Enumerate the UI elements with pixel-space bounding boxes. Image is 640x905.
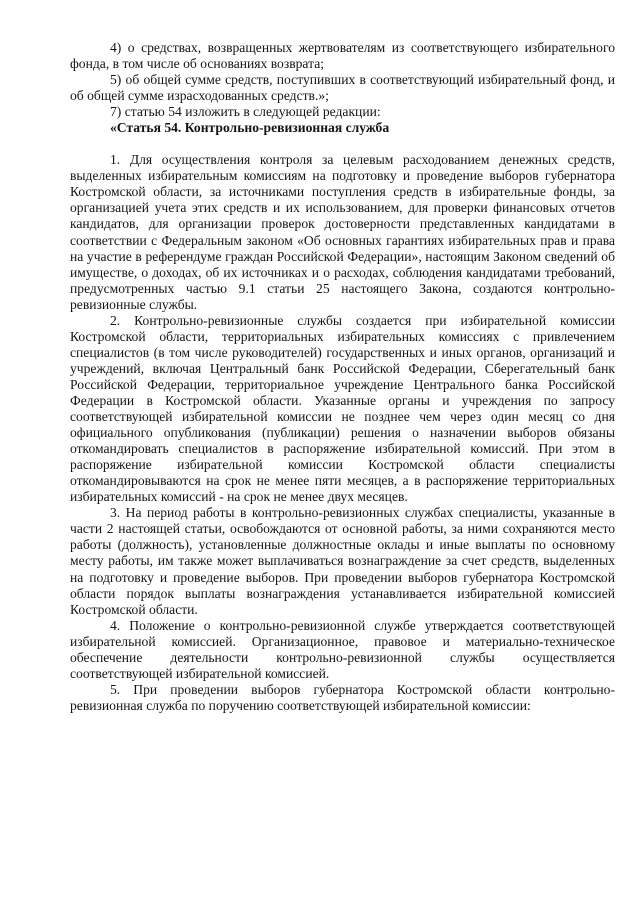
paragraph-5: 5. При проведении выборов губернатора Костромской области контрольно-ревизионная служба по поручению соответствующей избирательной комиссии: (70, 681, 615, 713)
paragraph-4: 4. Положение о контрольно-ревизионной службе утверждается соответствующей избирательной комиссией. Организационное, правовое и материально-техническое обеспечение деятельности контрольно-ревизионной службы осуществляется соответствующей избирательной комиссией. (70, 617, 615, 681)
paragraph-3: 3. На период работы в контрольно-ревизионных службах специалисты, указанные в части 2 настоящей статьи, освобождаются от основной работы, за ними сохраняются место работы (должность), установленные должностные оклады и иные выплаты по основному месту работы, им также может выплачиваться вознаграждение за счет средств, выделенных на подготовку и проведение выборов. При проведении выборов губернатора Костромской области порядок выплаты вознаграждения устанавливается избирательной комиссией Костромской области. (70, 505, 615, 617)
paragraph-1: 1. Для осуществления контроля за целевым расходованием денежных средств, выделенных избирательным комиссиям на подготовку и проведение выборов губернатора Костромской области, за источниками поступления средств в избирательные фонды, за организацией учета этих средств и их использованием, для проверки финансовых отчетов кандидатов, для организации проверок достоверности представленных кандидатами в соответствии с Федеральным законом «Об основных гарантиях избирательных прав и права на участие в референдуме граждан Российской Федерации», настоящим Законом сведений об имуществе, о доходах, об их источниках и о расходах, соблюдения кандидатами требований, предусмотренных частью 9.1 статьи 25 настоящего Закона, создаются контрольно-ревизионные службы. (70, 152, 615, 312)
spacer (70, 136, 615, 152)
document-page (70, 40, 615, 714)
article-heading: «Статья 54. Контрольно-ревизионная служба (110, 120, 390, 136)
item-5-text: 5) об общей сумме средств, поступивших в соответствующий избирательный фонд, и об общей сумме израсходованных средств.»; (70, 72, 615, 104)
item-7-text: 7) статью 54 изложить в следующей редакции: (110, 104, 381, 120)
item-4-text: 4) о средствах, возвращенных жертвователям из соответствующего избирательного фонда, в том числе об основаниях возврата; (70, 40, 615, 72)
paragraph-2: 2. Контрольно-ревизионные службы создается при избирательной комиссии Костромской области, территориальных избирательных комиссиях с привлечением специалистов (в том числе руководителей) государственных и иных органов, организаций и учреждений, включая Центральный банк Российской Федерации, Сберегательный банк Российской Федерации, территориальное учреждение Центрального банка Российской Федерации в Костромской области. Указанные органы и учреждения по запросу соответствующей избирательной комиссии не позднее чем через один месяц со дня официального опубликования (публикации) решения о назначении выборов обязаны откомандировать специалистов в распоряжение избирательной комиссий. При этом в распоряжение избирательной комиссии Костромской области специалисты откомандировываются на срок не менее пяти месяцев, а в распоряжение территориальных избирательных комиссий - на срок не менее двух месяцев. (70, 312, 615, 505)
